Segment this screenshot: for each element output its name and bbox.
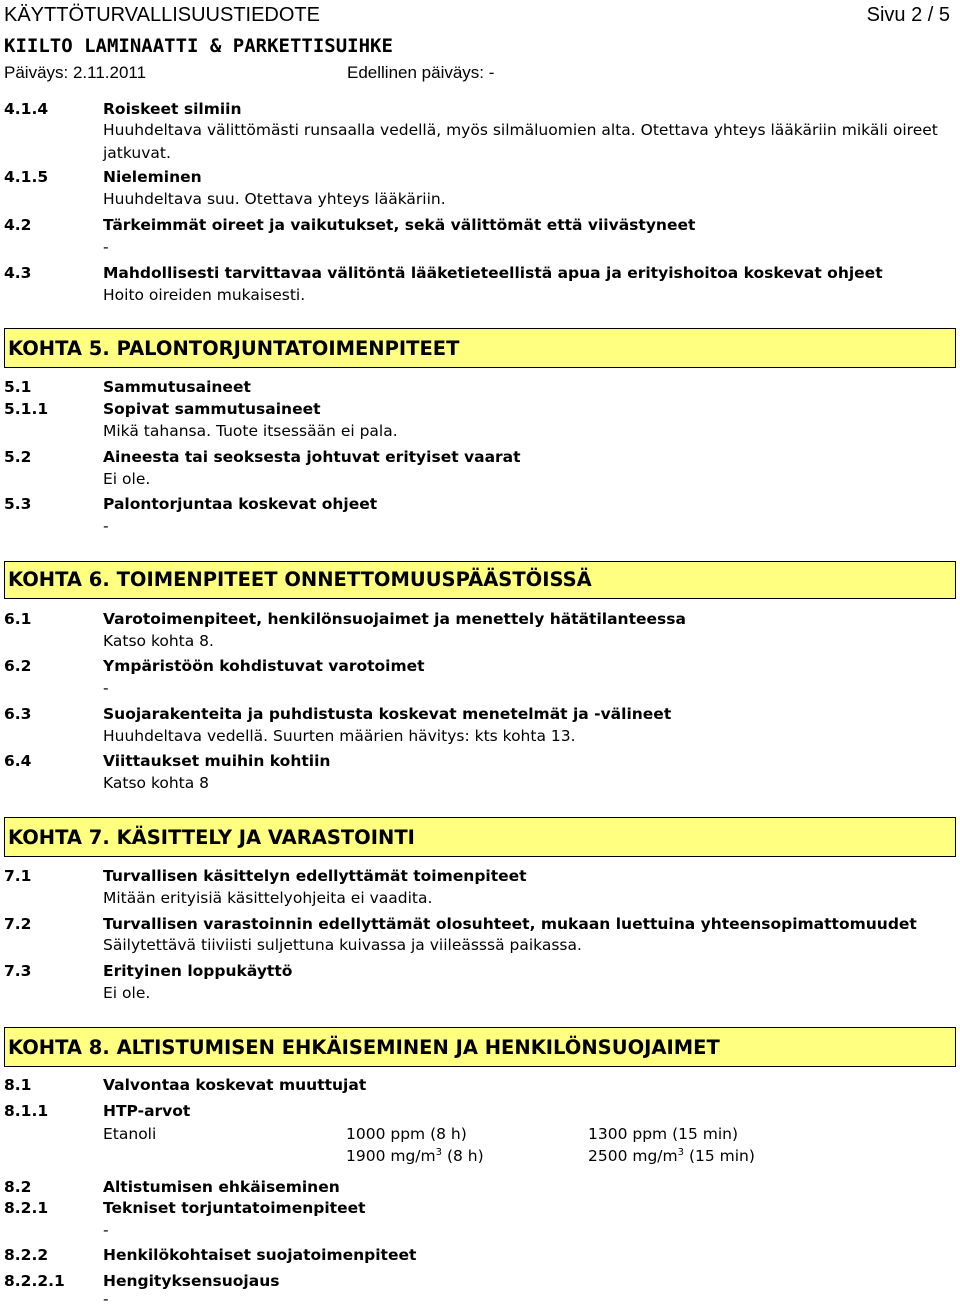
section-heading: Ympäristöön kohdistuvat varotoimet (103, 657, 425, 675)
section-heading: Sopivat sammutusaineet (103, 400, 321, 418)
section-heading: Valvontaa koskevat muuttujat (103, 1076, 367, 1094)
section-number: 7.3 (4, 962, 32, 980)
section-heading: Nieleminen (103, 168, 202, 186)
product-name: KIILTO LAMINAATTI & PARKETTISUIHKE (4, 35, 393, 57)
previous-date: Edellinen päiväys: - (347, 63, 495, 82)
section-heading: Aineesta tai seoksesta johtuvat erityiset vaarat (103, 448, 521, 466)
section-heading: Suojarakenteita ja puhdistusta koskevat menetelmät ja -välineet (103, 705, 672, 723)
section-text: Huuhdeltava suu. Otettava yhteys lääkäriin. (103, 190, 446, 208)
section-title: KOHTA 6. TOIMENPITEET ONNETTOMUUSPÄÄSTÖISSÄ (8, 568, 592, 591)
section-number: 4.1.4 (4, 100, 49, 118)
section-number: 6.3 (4, 705, 32, 723)
section-heading: Henkilökohtaiset suojatoimenpiteet (103, 1246, 417, 1264)
section-number: 8.2.2 (4, 1246, 49, 1264)
section-heading: Varotoimenpiteet, henkilönsuojaimet ja menettely hätätilanteessa (103, 610, 686, 628)
section-heading: Turvallisen käsittelyn edellyttämät toimenpiteet (103, 867, 527, 885)
section-number: 8.2 (4, 1178, 32, 1196)
section-title: KOHTA 7. KÄSITTELY JA VARASTOINTI (8, 826, 415, 849)
section-heading: Tekniset torjuntatoimenpiteet (103, 1199, 366, 1217)
section-number: 8.1.1 (4, 1102, 49, 1120)
page-number: Sivu 2 / 5 (866, 4, 950, 26)
section-number: 6.2 (4, 657, 32, 675)
section-heading: Sammutusaineet (103, 378, 251, 396)
section-heading: Roiskeet silmiin (103, 100, 242, 118)
limit-value: 1300 ppm (15 min) (588, 1125, 739, 1143)
section-number: 5.3 (4, 495, 32, 513)
section-number: 8.2.1 (4, 1199, 49, 1217)
section-text: Säilytettävä tiiviisti suljettuna kuivassa ja viileässsä paikassa. (103, 936, 582, 954)
section-text: - (103, 1221, 109, 1239)
section-heading: Hengityksensuojaus (103, 1272, 280, 1290)
section-text: Mitään erityisiä käsittelyohjeita ei vaadita. (103, 889, 433, 907)
section-number: 4.2 (4, 216, 32, 234)
limit-value: 1000 ppm (8 h) (346, 1125, 467, 1143)
section-heading: HTP-arvot (103, 1102, 191, 1120)
section-heading: Turvallisen varastoinnin edellyttämät olosuhteet, mukaan luettuina yhteensopimattomuudet (103, 915, 917, 933)
section-text: Huuhdeltava välittömästi runsaalla vedellä, myös silmäluomien alta. Otettava yhteys lääkäriin mikäli oireet (103, 121, 938, 139)
section-text: Mikä tahansa. Tuote itsessään ei pala. (103, 422, 398, 440)
section-number: 4.3 (4, 264, 32, 282)
section-number: 8.2.2.1 (4, 1272, 65, 1290)
section-heading: Mahdollisesti tarvittavaa välitöntä lääketieteellistä apua ja erityishoitoa koskevat ohjeet (103, 264, 883, 282)
section-title: KOHTA 8. ALTISTUMISEN EHKÄISEMINEN JA HENKILÖNSUOJAIMET (8, 1036, 720, 1059)
section-text: Katso kohta 8 (103, 774, 210, 792)
section-number: 8.1 (4, 1076, 32, 1094)
section-number: 4.1.5 (4, 168, 49, 186)
section-heading: Viittaukset muihin kohtiin (103, 752, 331, 770)
limit-value: 1900 $mg/m^3$ (8 h) (346, 1147, 484, 1166)
section-text: Katso kohta 8. (103, 632, 214, 650)
section-number: 6.1 (4, 610, 32, 628)
section-heading: Altistumisen ehkäiseminen (103, 1178, 340, 1196)
section-number: 5.1.1 (4, 400, 49, 418)
section-text: - (103, 679, 109, 697)
section-text: Hoito oireiden mukaisesti. (103, 286, 306, 304)
section-text: - (103, 238, 109, 256)
section-heading: Tärkeimmät oireet ja vaikutukset, sekä välittömät että viivästyneet (103, 216, 696, 234)
section-text: - (103, 1290, 109, 1308)
section-heading: Palontorjuntaa koskevat ohjeet (103, 495, 378, 513)
section-text: Ei ole. (103, 470, 151, 488)
section-text: - (103, 517, 109, 535)
section-text: Ei ole. (103, 984, 151, 1002)
section-number: 6.4 (4, 752, 32, 770)
substance-name: Etanoli (103, 1125, 157, 1143)
section-number: 5.2 (4, 448, 32, 466)
section-number: 5.1 (4, 378, 32, 396)
limit-value: 2500 $mg/m^3$ (15 min) (588, 1147, 755, 1166)
section-text: Huuhdeltava vedellä. Suurten määrien hävitys: kts kohta 13. (103, 727, 576, 745)
issue-date: Päiväys: 2.11.2011 (4, 63, 147, 82)
section-heading: Erityinen loppukäyttö (103, 962, 293, 980)
section-number: 7.1 (4, 867, 32, 885)
section-text: jatkuvat. (103, 144, 171, 162)
section-title: KOHTA 5. PALONTORJUNTATOIMENPITEET (8, 337, 460, 360)
document-type: KÄYTTÖTURVALLISUUSTIEDOTE (4, 4, 320, 26)
section-number: 7.2 (4, 915, 32, 933)
